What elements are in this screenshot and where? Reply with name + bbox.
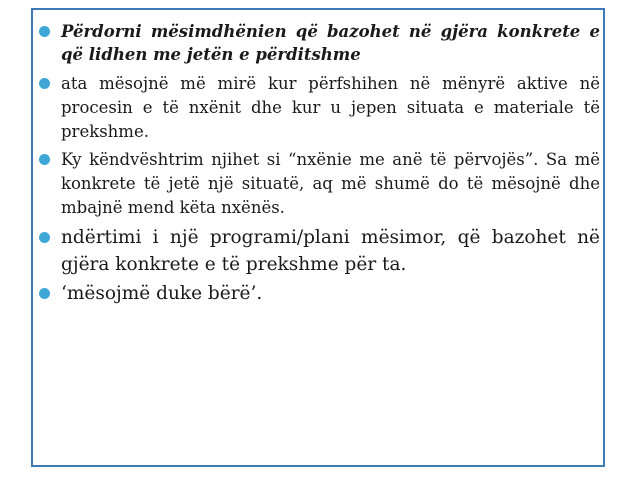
bullet-text-5: ‘mësojmë duke bërë’.: [61, 283, 263, 304]
bullet-item-2: [37, 72, 600, 144]
bullet-item-3: [37, 148, 600, 220]
bullet-dot-icon: [39, 154, 50, 165]
bullet-list: [37, 20, 600, 307]
bullet-dot-icon: [39, 78, 50, 89]
bullet-text-3: Ky këndvështrim njihet si “nxënie me anë të përvojës”. Sa më konkrete të jetë një situatë, aq më shumë do të mësojnë dhe mbajnë mend këta nxënës.: [61, 150, 600, 217]
bullet-item-1: [37, 20, 600, 66]
bullet-item-4: [37, 224, 600, 278]
bullet-dot-icon: [39, 26, 50, 37]
bullet-text-4: ndërtimi i një programi/plani mësimor, që bazohet në gjëra konkrete e të prekshme për ta.: [61, 227, 600, 275]
bullet-item-5: [37, 280, 600, 307]
bullet-dot-icon: [39, 232, 50, 243]
bullet-text-1: Përdorni mësimdhënien që bazohet në gjëra konkrete e që lidhen me jetën e përditshme: [61, 22, 600, 64]
bullet-dot-icon: [39, 288, 50, 299]
bullet-text-2: ata mësojnë më mirë kur përfshihen në mënyrë aktive në procesin e të nxënit dhe kur u jepen situata e materiale të prekshme.: [61, 74, 600, 141]
